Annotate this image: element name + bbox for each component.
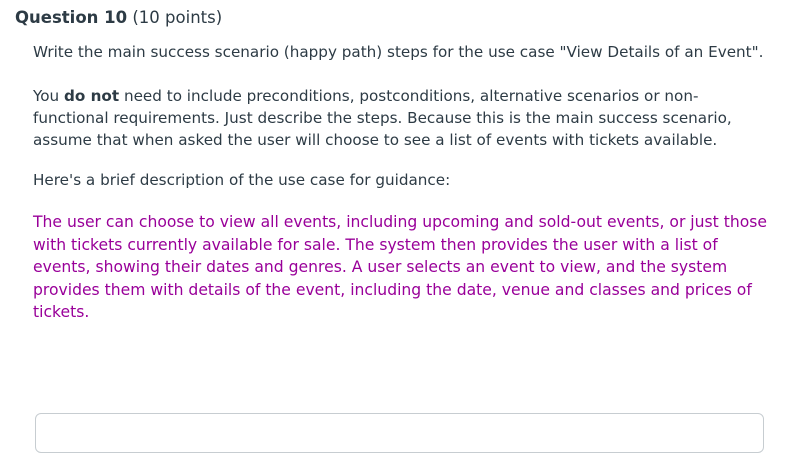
guidance-intro: Here's a brief description of the use case for guidance: (33, 171, 451, 189)
question-header (15, 6, 222, 30)
instructions-text-end: need to include preconditions, postconditions, alternative scenarios or non-functional requirements. Just describe the steps. Because this is the main success scenario, assume that when asked the user will choose to see a list of events with tickets available. (33, 87, 732, 149)
use-case-description: The user can choose to view all events, including upcoming and sold-out events, or just those with tickets currently available for sale. The system then provides the user with a list of events, showing their dates and genres. A user selects an event to view, and the system provides them with details of the event, including the date, venue and classes and prices of tickets. (33, 213, 767, 321)
question-instructions (33, 85, 773, 151)
question-title: Question 10 (15, 8, 128, 27)
instructions-text-start: You (33, 87, 65, 105)
question-text (33, 41, 773, 324)
instructions-emphasis: do not (64, 87, 120, 105)
question-points: (10 points) (132, 8, 223, 27)
answer-text-area[interactable] (35, 413, 764, 453)
question-prompt: Write the main success scenario (happy path) steps for the use case "View Details of an Event". (33, 43, 764, 61)
